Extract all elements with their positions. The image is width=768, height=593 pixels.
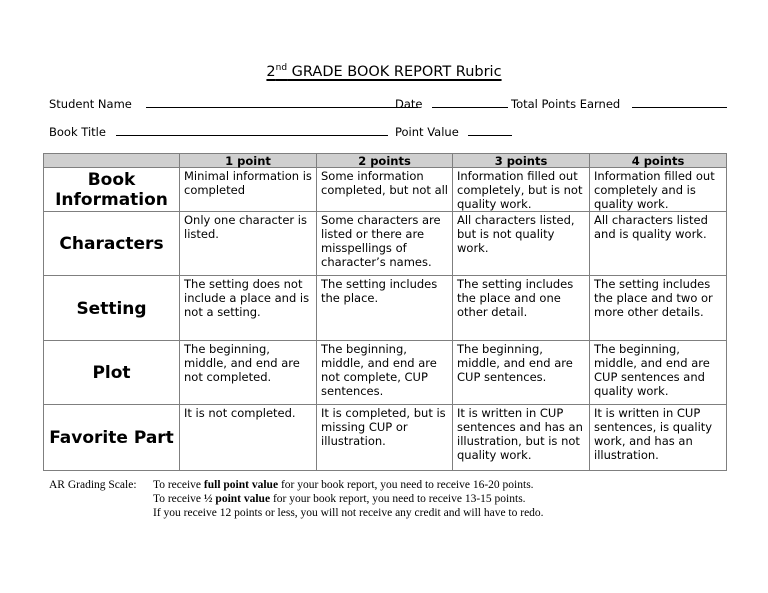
cell-2-points: Some information completed, but not all [317, 168, 453, 212]
cell-4-points: It is written in CUP sentences, is quality work, and has an illustration. [590, 405, 727, 471]
cell-3-points: Information filled out completely, but is not quality work. [453, 168, 590, 212]
line-text: To receive [153, 493, 204, 505]
date-blank[interactable] [432, 98, 508, 108]
cell-1-point: It is not completed. [180, 405, 317, 471]
category-setting: Setting [44, 276, 180, 341]
table-row-plot [44, 341, 727, 405]
cell-3-points: It is written in CUP sentences and has an illustration, but is not quality work. [453, 405, 590, 471]
line-text: To receive [153, 479, 204, 491]
table-row-book-information [44, 168, 727, 212]
total-points-field [511, 97, 727, 111]
line-bold: full point value [203, 479, 279, 491]
category-book-information: Book Information [44, 168, 180, 212]
line-text: for your book report, you need to receive 16-20 points. [278, 479, 534, 491]
header-3-points: 3 points [453, 154, 590, 168]
cell-1-point: The beginning, middle, and end are not completed. [180, 341, 317, 405]
cell-4-points: The beginning, middle, and end are CUP sentences and quality work. [590, 341, 727, 405]
line-bold: ½ point value [203, 493, 271, 505]
title-ordinal-suffix: nd [275, 63, 288, 73]
table-row-favorite-part [44, 405, 727, 471]
category-plot: Plot [44, 341, 180, 405]
cell-2-points: The setting includes the place. [317, 276, 453, 341]
title-grade-number: 2 [266, 64, 276, 80]
line-text: for your book report, you need to receive 13-15 points. [270, 493, 526, 505]
student-name-blank[interactable] [146, 98, 418, 108]
grading-scale-lines [153, 478, 544, 520]
page-title [0, 63, 768, 80]
cell-2-points: It is completed, but is missing CUP or illustration. [317, 405, 453, 471]
header-4-points: 4 points [590, 154, 727, 168]
grading-scale-label: AR Grading Scale: [49, 479, 137, 491]
grading-scale-line-full [153, 478, 544, 492]
student-name-field [49, 97, 418, 111]
grading-scale-line-half [153, 492, 544, 506]
total-points-blank[interactable] [632, 98, 727, 108]
header-category [44, 154, 180, 168]
point-value-blank[interactable] [468, 126, 512, 136]
table-row-setting [44, 276, 727, 341]
cell-1-point: Minimal information is completed [180, 168, 317, 212]
category-favorite-part: Favorite Part [44, 405, 180, 471]
cell-1-point: Only one character is listed. [180, 212, 317, 276]
date-label: Date [395, 97, 423, 111]
point-value-label: Point Value [395, 125, 459, 139]
header-2-points: 2 points [317, 154, 453, 168]
book-title-blank[interactable] [116, 126, 388, 136]
cell-1-point: The setting does not include a place and is not a setting. [180, 276, 317, 341]
book-title-field [49, 125, 388, 139]
rubric-table [43, 153, 727, 471]
table-row-characters [44, 212, 727, 276]
total-points-label: Total Points Earned [511, 97, 621, 111]
category-characters: Characters [44, 212, 180, 276]
grading-scale-line-redo: If you receive 12 points or less, you will not receive any credit and will have to redo. [153, 507, 544, 519]
book-title-label: Book Title [49, 125, 106, 139]
header-1-point: 1 point [180, 154, 317, 168]
date-field [395, 97, 508, 111]
cell-3-points: The beginning, middle, and end are CUP sentences. [453, 341, 590, 405]
cell-2-points: Some characters are listed or there are misspellings of character’s names. [317, 212, 453, 276]
cell-2-points: The beginning, middle, and end are not complete, CUP sentences. [317, 341, 453, 405]
point-value-field [395, 125, 512, 139]
title-main: GRADE BOOK REPORT Rubric [287, 64, 502, 80]
cell-4-points: Information filled out completely and is quality work. [590, 168, 727, 212]
cell-4-points: The setting includes the place and two or more other details. [590, 276, 727, 341]
cell-3-points: The setting includes the place and one other detail. [453, 276, 590, 341]
title-text [266, 64, 501, 80]
header-row [44, 154, 727, 168]
cell-3-points: All characters listed, but is not quality work. [453, 212, 590, 276]
cell-4-points: All characters listed and is quality work. [590, 212, 727, 276]
student-name-label: Student Name [49, 97, 132, 111]
